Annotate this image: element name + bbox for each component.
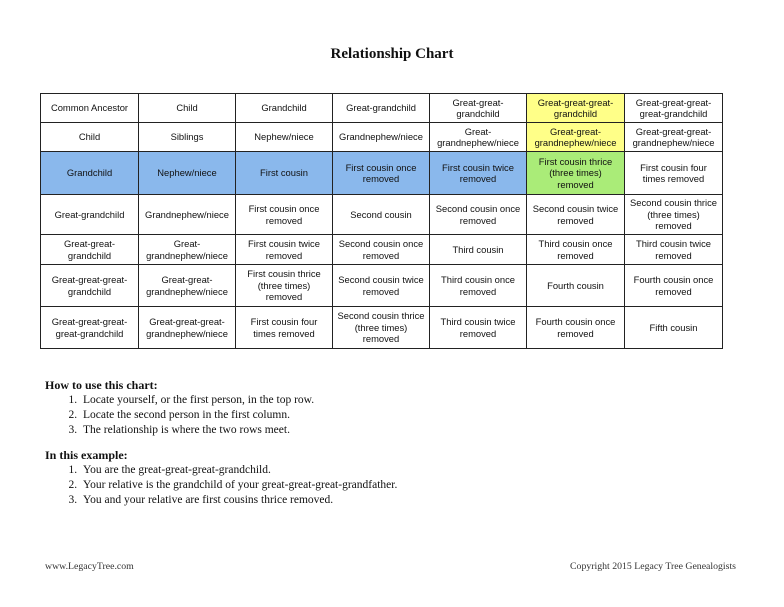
table-cell: Second cousin thrice (three times) removed [625, 195, 723, 235]
table-cell: Third cousin [430, 235, 527, 265]
table-cell: First cousin twice removed [236, 235, 333, 265]
table-cell: Third cousin twice removed [625, 235, 723, 265]
list-item: 3. The relationship is where the two rows meet. [80, 423, 314, 438]
table-cell: Great-grandchild [333, 94, 430, 123]
table-cell: Child [139, 94, 236, 123]
list-item: 2. Locate the second person in the first column. [80, 408, 314, 423]
table-cell: Great- grandnephew/niece [430, 123, 527, 152]
table-cell: Great-great- grandchild [41, 235, 139, 265]
table-cell: First cousin four times removed [625, 152, 723, 195]
table-cell: Fifth cousin [625, 307, 723, 349]
table-row [41, 307, 723, 349]
table-cell: Great-great-great- great-grandchild [625, 94, 723, 123]
table-cell: Great-great-great- grandchild [41, 265, 139, 307]
table-cell-highlighted: Great-great- grandnephew/niece [527, 123, 625, 152]
table-cell: Great-great- grandchild [430, 94, 527, 123]
table-cell: Second cousin [333, 195, 430, 235]
table-cell: Third cousin once removed [527, 235, 625, 265]
table-cell: First cousin four times removed [236, 307, 333, 349]
relationship-table [40, 93, 723, 349]
table-cell: Fourth cousin [527, 265, 625, 307]
table-cell: Second cousin twice removed [333, 265, 430, 307]
table-cell: Second cousin twice removed [527, 195, 625, 235]
table-cell: Grandnephew/niece [139, 195, 236, 235]
table-cell: Great-great-great- grandnephew/niece [625, 123, 723, 152]
example-section [45, 448, 397, 508]
table-cell: Great-great-great- grandnephew/niece [139, 307, 236, 349]
table-cell: Common Ancestor [41, 94, 139, 123]
table-cell: Second cousin once removed [430, 195, 527, 235]
table-cell: First cousin thrice (three times) removed [236, 265, 333, 307]
example-heading: In this example: [45, 448, 128, 462]
table-cell-highlighted: First cousin [236, 152, 333, 195]
list-item: 3. You and your relative are first cousins thrice removed. [80, 493, 397, 508]
table-cell-highlighted: Great-great-great- grandchild [527, 94, 625, 123]
table-cell-highlighted: Grandchild [41, 152, 139, 195]
table-cell: Second cousin once removed [333, 235, 430, 265]
table-cell: Nephew/niece [236, 123, 333, 152]
table-cell: Grandchild [236, 94, 333, 123]
table-row [41, 94, 723, 123]
table-cell: Great- grandnephew/niece [139, 235, 236, 265]
list-item: 2. Your relative is the grandchild of your great-great-great-grandfather. [80, 478, 397, 493]
table-cell: Great-great-great- great-grandchild [41, 307, 139, 349]
chart-title: Relationship Chart [330, 46, 454, 62]
example-list [45, 463, 397, 508]
table-cell: Third cousin twice removed [430, 307, 527, 349]
table-row [41, 235, 723, 265]
table-cell: Siblings [139, 123, 236, 152]
table-row [41, 195, 723, 235]
table-cell: Fourth cousin once removed [527, 307, 625, 349]
table-cell-highlighted: First cousin twice removed [430, 152, 527, 195]
how-to-list [45, 393, 314, 438]
table-cell: Great-great- grandnephew/niece [139, 265, 236, 307]
table-cell: Grandnephew/niece [333, 123, 430, 152]
list-item: 1. You are the great-great-great-grandchild. [80, 463, 397, 478]
table-cell-intersection: First cousin thrice (three times) removed [527, 152, 625, 195]
footer-copyright: Copyright 2015 Legacy Tree Genealogists [570, 561, 736, 572]
table-row-highlighted [41, 152, 723, 195]
table-cell-highlighted: First cousin once removed [333, 152, 430, 195]
table-cell-highlighted: Nephew/niece [139, 152, 236, 195]
table-cell: Great-grandchild [41, 195, 139, 235]
how-to-section [45, 378, 314, 438]
table-row [41, 123, 723, 152]
table-cell: Second cousin thrice (three times) removed [333, 307, 430, 349]
how-to-heading: How to use this chart: [45, 378, 158, 392]
table-cell: Fourth cousin once removed [625, 265, 723, 307]
table-cell: First cousin once removed [236, 195, 333, 235]
table-cell: Third cousin once removed [430, 265, 527, 307]
footer-website: www.LegacyTree.com [45, 561, 134, 572]
table-row [41, 265, 723, 307]
list-item: 1. Locate yourself, or the first person, in the top row. [80, 393, 314, 408]
table-cell: Child [41, 123, 139, 152]
